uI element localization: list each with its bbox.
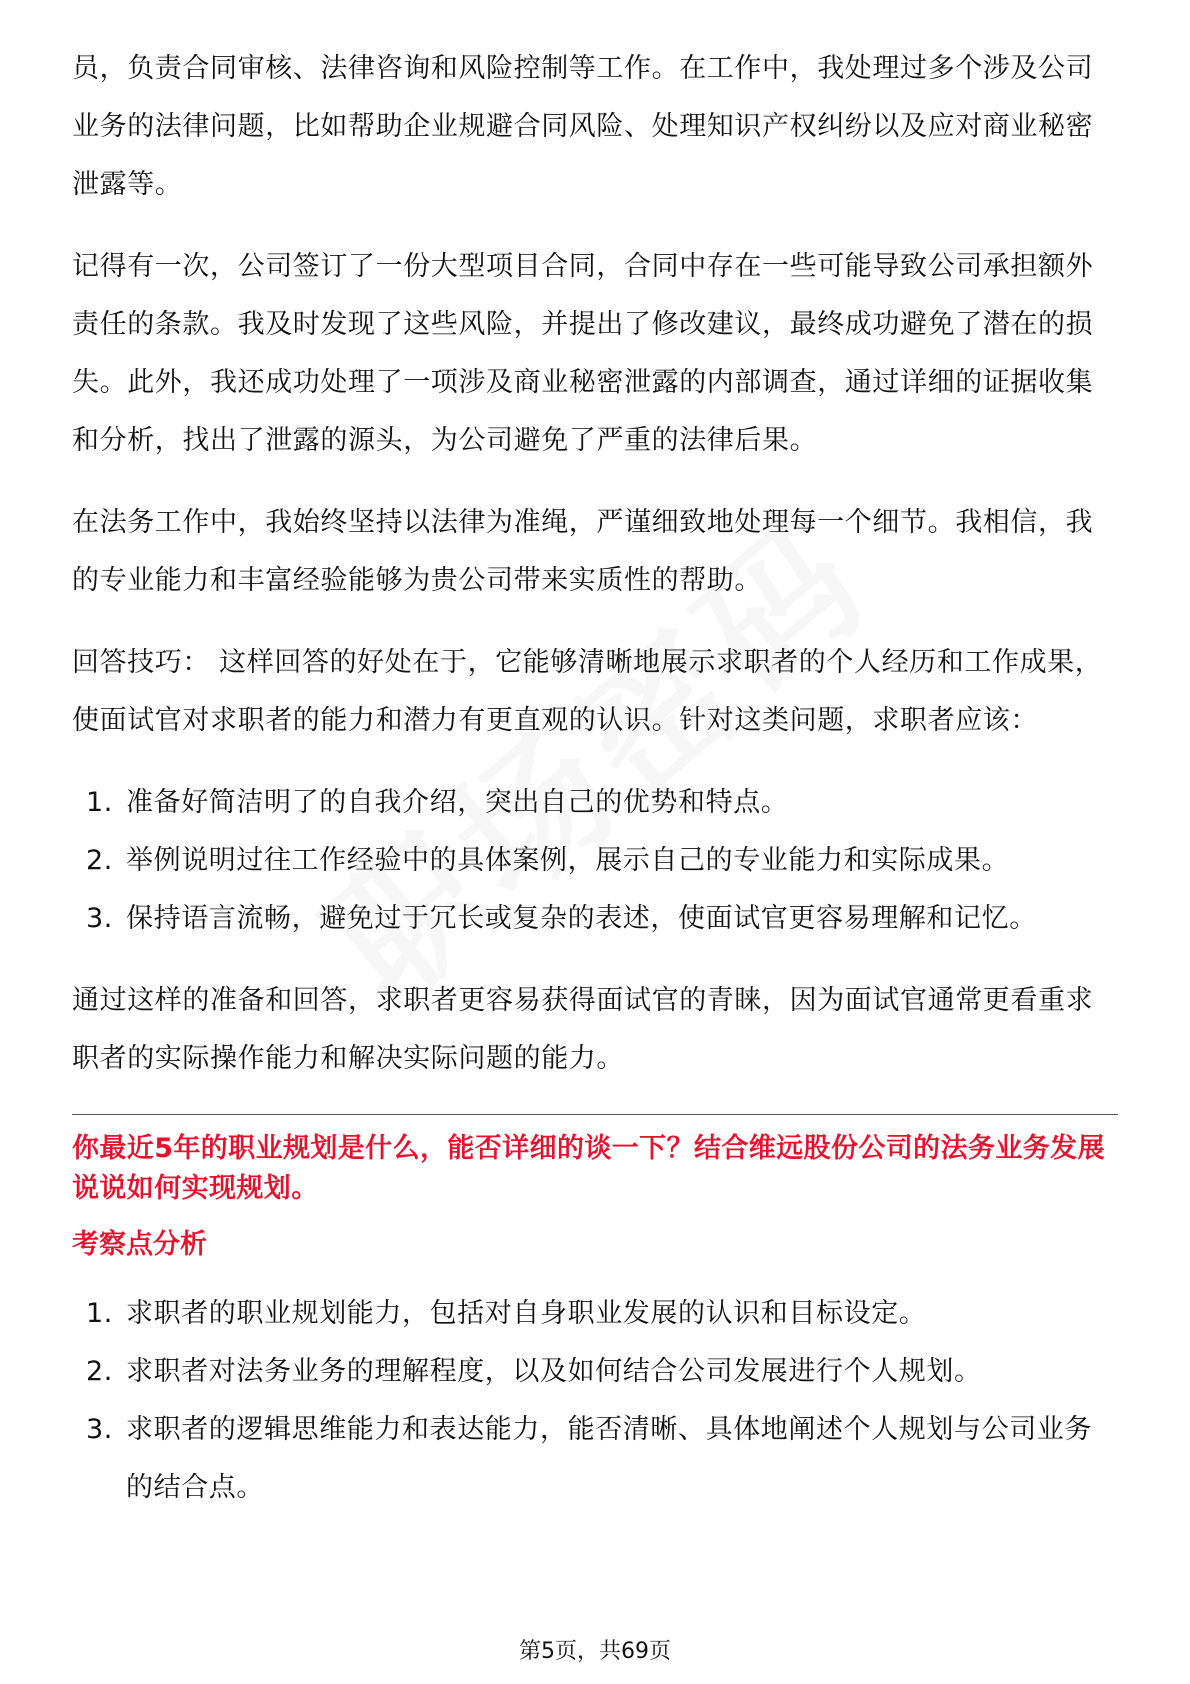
list-number: 2. xyxy=(86,1356,113,1387)
tips-list xyxy=(72,774,1118,948)
list-number: 1. xyxy=(86,787,113,818)
list-number: 2. xyxy=(86,845,113,876)
list-text: 保持语言流畅，避免过于冗长或复杂的表述，使面试官更容易理解和记忆。 xyxy=(126,903,1037,934)
list-item xyxy=(72,774,1118,832)
list-item xyxy=(72,890,1118,948)
list-text: 求职者的职业规划能力，包括对自身职业发展的认识和目标设定。 xyxy=(126,1298,927,1329)
list-text: 举例说明过往工作经验中的具体案例，展示自己的专业能力和实际成果。 xyxy=(126,845,1010,876)
paragraph-principle: 在法务工作中，我始终坚持以法律为准绳，严谨细致地处理每一个细节。我相信，我的专业能力和丰富经验能够为贵公司带来实质性的帮助。 xyxy=(72,507,1094,596)
list-number: 1. xyxy=(86,1298,113,1329)
list-item xyxy=(72,832,1118,890)
paragraph-example: 记得有一次，公司签订了一份大型项目合同，合同中存在一些可能导致公司承担额外责任的条款。我及时发现了这些风险，并提出了修改建议，最终成功避免了潜在的损失。此外，我还成功处理了一项涉及商业秘密泄露的内部调查，通过详细的证据收集和分析，找出了泄露的源头，为公司避免了严重的法律后果。 xyxy=(72,251,1094,456)
list-item xyxy=(72,1285,1118,1343)
list-text: 求职者对法务业务的理解程度，以及如何结合公司发展进行个人规划。 xyxy=(126,1356,982,1387)
list-number: 3. xyxy=(86,903,113,934)
document-page xyxy=(72,40,1118,1517)
paragraph-tips-intro: 回答技巧： 这样回答的好处在于，它能够清晰地展示求职者的个人经历和工作成果，使面试官对求职者的能力和潜力有更直观的认识。针对这类问题，求职者应该： xyxy=(72,647,1103,736)
analysis-list xyxy=(72,1285,1118,1517)
list-text: 准备好简洁明了的自我介绍，突出自己的优势和特点。 xyxy=(126,787,789,818)
paragraph-conclusion: 通过这样的准备和回答，求职者更容易获得面试官的青睐，因为面试官通常更看重求职者的实际操作能力和解决实际问题的能力。 xyxy=(72,985,1094,1074)
section-divider xyxy=(72,1114,1118,1115)
analysis-title: 考察点分析 xyxy=(72,1229,207,1260)
list-text: 求职者的逻辑思维能力和表达能力，能否清晰、具体地阐述个人规划与公司业务的结合点。 xyxy=(126,1414,1092,1503)
page-footer: 第5页，共69页 xyxy=(519,1639,671,1664)
question-heading: 你最近5年的职业规划是什么，能否详细的谈一下？结合维远股份公司的法务业务发展说说如何实现规划。 xyxy=(72,1133,1105,1204)
list-number: 3. xyxy=(86,1414,113,1445)
list-item xyxy=(72,1343,1118,1401)
list-item xyxy=(72,1401,1118,1517)
paragraph-intro-continued: 员，负责合同审核、法律咨询和风险控制等工作。在工作中，我处理过多个涉及公司业务的法律问题，比如帮助企业规避合同风险、处理知识产权纠纷以及应对商业秘密泄露等。 xyxy=(72,53,1094,200)
